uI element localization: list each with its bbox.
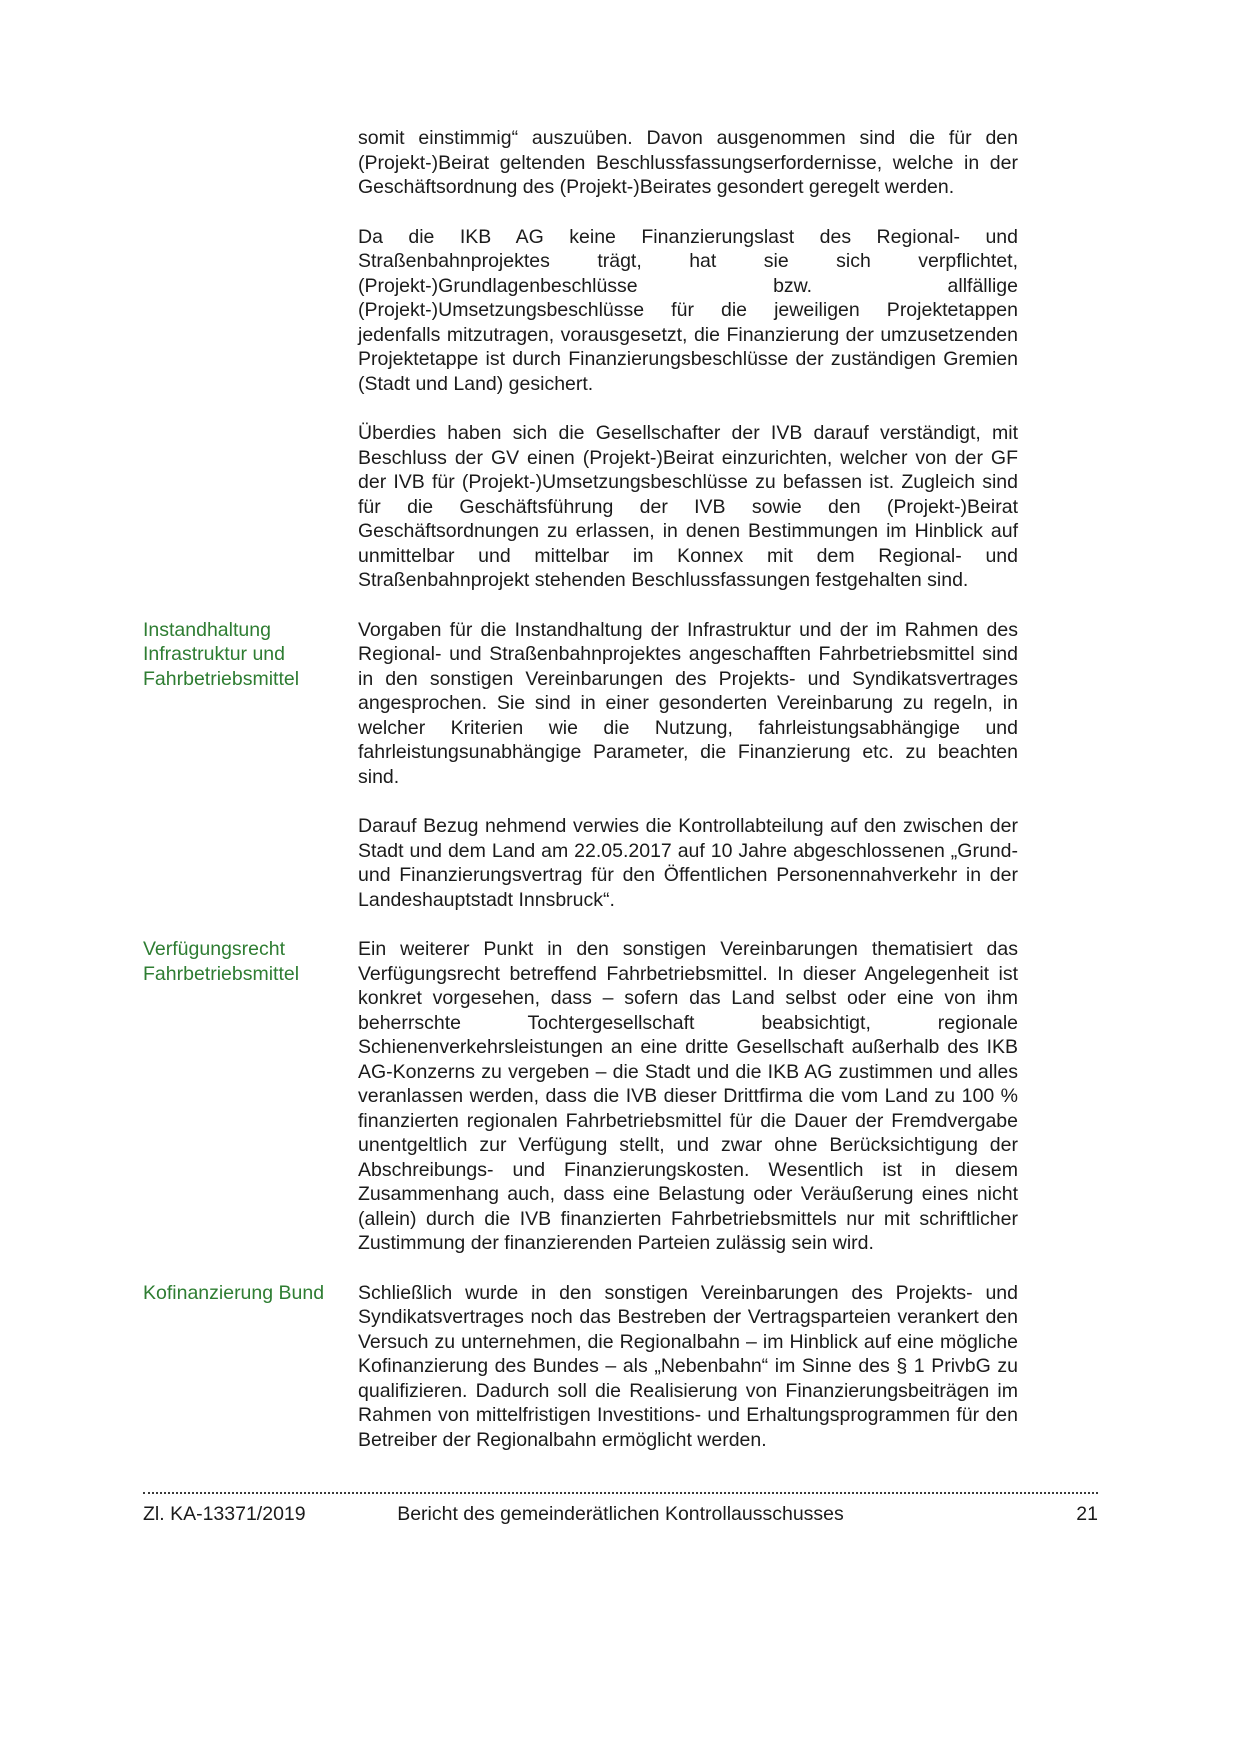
body-paragraph: Da die IKB AG keine Finanzierungslast des Regional- und Straßenbahnprojektes trägt, hat sie sich verpflichtet, (Projekt-)Grundlagenbeschlüsse bzw. allfällige (Projekt-)Umsetzungsbeschlüsse für die jeweiligen Projektetappen jedenfalls mitzutragen, vorausgesetzt, die Finanzierung der umzusetzenden Projektetappe ist durch Finanzierungsbeschlüsse der zuständigen Gremien (Stadt und Land) gesichert. <box>358 225 1018 395</box>
section <box>143 421 1018 593</box>
document-body <box>143 126 1018 1452</box>
section <box>143 618 1018 790</box>
page-number: 21 <box>1076 1503 1098 1525</box>
margin-note <box>143 814 358 912</box>
section <box>143 126 1018 200</box>
page-footer <box>143 1492 1098 1526</box>
margin-note <box>143 421 358 593</box>
section <box>143 937 1018 1256</box>
body-paragraph: Vorgaben für die Instandhaltung der Infrastruktur und der im Rahmen des Regional- und Straßenbahnprojektes angeschafften Fahrbetriebsmittel sind in den sonstigen Vereinbarungen des Projekts- und Syndikatsvertrages angesprochen. Sie sind in einer gesonderten Vereinbarung zu regeln, in welcher Kriterien wie die Nutzung, fahrleistungsabhängige und fahrleistungsunabhängige Parameter, die Finanzierung etc. zu beachten sind. <box>358 618 1018 788</box>
margin-note-instandhaltung: Instandhaltung Infrastruktur und Fahrbetriebsmittel <box>143 618 300 690</box>
margin-note <box>143 126 358 200</box>
body-paragraph: somit einstimmig“ auszuüben. Davon ausgenommen sind die für den (Projekt-)Beirat geltenden Beschlussfassungserfordernisse, welche in der Geschäftsordnung des (Projekt-)Beirates gesondert geregelt werden. <box>358 127 1018 198</box>
footer-title: Bericht des gemeinderätlichen Kontrollausschusses <box>397 1503 844 1525</box>
margin-note-verfuegungsrecht: Verfügungsrecht Fahrbetriebsmittel <box>143 938 300 985</box>
margin-note-kofinanzierung: Kofinanzierung Bund <box>143 1281 325 1304</box>
section <box>143 225 1018 397</box>
body-paragraph: Darauf Bezug nehmend verwies die Kontrollabteilung auf den zwischen der Stadt und dem Land am 22.05.2017 auf 10 Jahre abgeschlossenen „Grund- und Finanzierungsvertrag für den Öffentlichen Personennahverkehr in der Landeshauptstadt Innsbruck“. <box>358 815 1018 911</box>
margin-note <box>143 225 358 397</box>
footer-divider <box>143 1492 1098 1494</box>
section <box>143 1281 1018 1453</box>
footer-row <box>143 1502 1098 1526</box>
section <box>143 814 1018 912</box>
body-paragraph: Schließlich wurde in den sonstigen Vereinbarungen des Projekts- und Syndikatsvertrages noch das Bestreben der Vertragsparteien verankert den Versuch zu unternehmen, die Regionalbahn – im Hinblick auf eine mögliche Kofinanzierung des Bundes – als „Nebenbahn“ im Sinne des § 1 PrivbG zu qualifizieren. Dadurch soll die Realisierung von Finanzierungsbeiträgen im Rahmen von mittelfristigen Investitions- und Erhaltungsprogrammen für den Betreiber der Regionalbahn ermöglicht werden. <box>358 1281 1018 1451</box>
footer-reference: Zl. KA-13371/2019 <box>143 1503 306 1525</box>
body-paragraph: Überdies haben sich die Gesellschafter der IVB darauf verständigt, mit Beschluss der GV einen (Projekt-)Beirat einzurichten, welcher von der GF der IVB für (Projekt-)Umsetzungsbeschlüsse zu befassen ist. Zugleich sind für die Geschäftsführung der IVB sowie den (Projekt-)Beirat Geschäftsordnungen zu erlassen, in denen Bestimmungen im Hinblick auf unmittelbar und mittelbar im Konnex mit dem Regional- und Straßenbahnprojekt stehenden Beschlussfassungen festgehalten sind. <box>358 422 1018 591</box>
body-paragraph: Ein weiterer Punkt in den sonstigen Vereinbarungen thematisiert das Verfügungsrecht betreffend Fahrbetriebsmittel. In dieser Angelegenheit ist konkret vorgesehen, dass – sofern das Land selbst oder eine von ihm beherrschte Tochtergesellschaft beabsichtigt, regionale Schienenverkehrsleistungen an eine dritte Gesellschaft außerhalb des IKB AG-Konzerns zu vergeben – die Stadt und die IKB AG zustimmen und alles veranlassen werden, dass die IVB dieser Drittfirma die vom Land zu 100 % finanzierten regionalen Fahrbetriebsmittel für die Dauer der Fremdvergabe unentgeltlich zur Verfügung stellt, und zwar ohne Berücksichtigung der Abschreibungs- und Finanzierungskosten. Wesentlich ist in diesem Zusammenhang auch, dass eine Belastung oder Veräußerung eines nicht (allein) durch die IVB finanzierten Fahrbetriebsmittels nur mit schriftlicher Zustimmung der finanzierenden Parteien zulässig sein wird. <box>358 938 1018 1254</box>
